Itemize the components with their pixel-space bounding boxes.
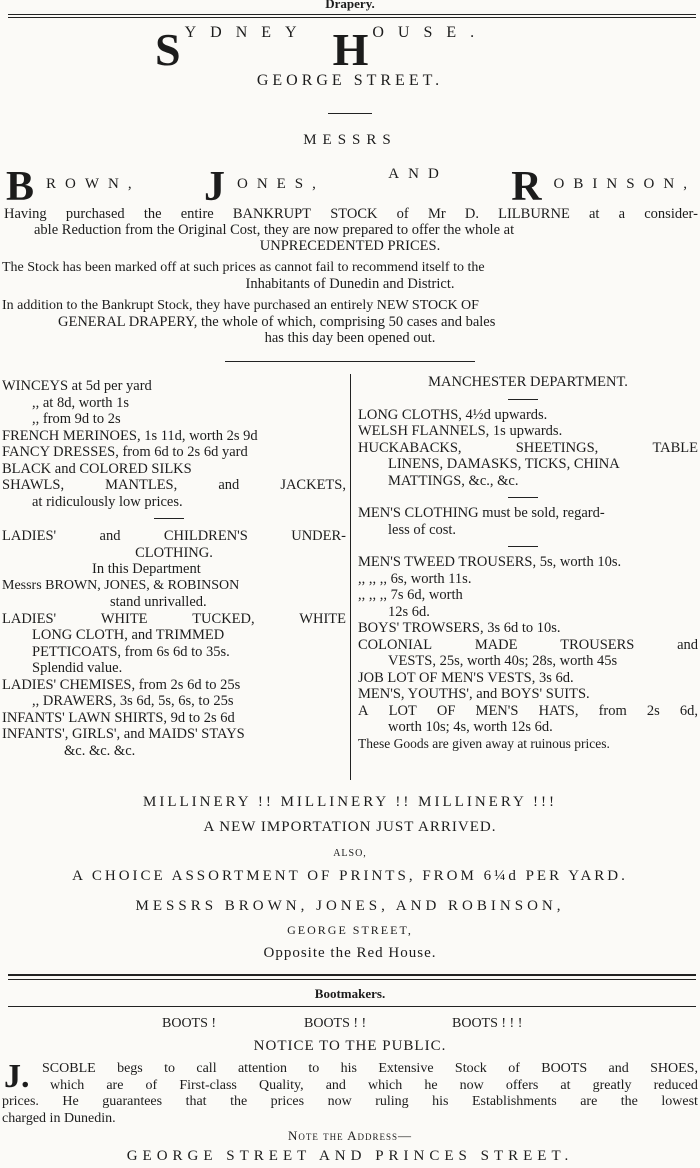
word: the: [230, 1094, 248, 1109]
firm-initial-j: J: [203, 164, 225, 210]
word: greatly: [592, 1077, 632, 1093]
word: JACKETS,: [280, 477, 346, 493]
word: UNDER-: [291, 528, 346, 544]
word: 2s: [646, 702, 660, 719]
firm-name-jones: ONES,: [236, 176, 325, 192]
word: he: [424, 1077, 438, 1093]
bootmakers-section-heading: Bootmakers.: [314, 986, 386, 1001]
word: SHAWLS,: [2, 477, 65, 493]
col-rule: [154, 518, 184, 519]
word: SCOBLE: [42, 1061, 96, 1076]
word: his: [340, 1061, 357, 1076]
short-rule-1: [328, 113, 372, 114]
boots-label-3: BOOTS ! ! !: [452, 1016, 523, 1031]
column-divider: [350, 374, 351, 780]
word: now: [327, 1094, 352, 1109]
wincey-line: FRENCH MERINOES, 1s 11d, worth 2s 9d: [2, 427, 258, 444]
word: begs: [117, 1061, 143, 1076]
importation-line: A NEW IMPORTATION JUST ARRIVED.: [203, 819, 497, 835]
word: TUCKED,: [192, 610, 255, 627]
wincey-line: WINCEYS at 5d per yard: [2, 378, 152, 394]
word: Stock: [454, 1061, 487, 1076]
boots-label-2: BOOTS ! !: [304, 1016, 367, 1031]
body-line: charged in Dunedin.: [2, 1110, 116, 1126]
word: the: [620, 1094, 638, 1109]
intro-line: has this day been opened out.: [264, 330, 436, 346]
word: entire: [180, 206, 214, 222]
word: He: [62, 1094, 79, 1109]
word: Quality,: [258, 1077, 304, 1093]
trouser-line: MEN'S TWEED TROUSERS, 5s, worth 10s.: [358, 554, 622, 570]
closing-firm: MESSRS BROWN, JONES, AND ROBINSON,: [135, 898, 565, 914]
top-rule-2: [8, 17, 696, 18]
cloth-line: MATTINGS, &c., &c.: [388, 472, 519, 489]
word: TABLE: [652, 439, 698, 456]
word: lowest: [661, 1094, 698, 1109]
word: TROUSERS: [560, 636, 635, 653]
word: the: [143, 206, 162, 222]
word: Mr: [427, 206, 446, 222]
word: D.: [464, 206, 479, 222]
word: STOCK: [330, 206, 378, 222]
word: WHITE: [100, 610, 148, 627]
trouser-line: ,, ,, ,, 7s 6d, worth: [358, 587, 463, 603]
word: CHILDREN'S: [163, 528, 248, 544]
section-rule-2: [8, 979, 696, 980]
intro-line: GENERAL DRAPERY, the whole of which, comprising 50 cases and bales: [58, 314, 496, 330]
store-name-part-2: OUSE.: [372, 24, 489, 41]
firm-name-and: AND: [388, 166, 448, 182]
intro-line: able Reduction from the Original Cost, they are now prepared to offer the whole at: [34, 222, 515, 238]
word: and: [218, 477, 240, 493]
wincey-line: ,, at 8d, worth 1s: [32, 394, 130, 411]
left-column: [2, 378, 346, 759]
word: now: [459, 1077, 484, 1093]
word: prices.: [2, 1094, 39, 1109]
firm-initial-b: B: [6, 164, 35, 210]
word: SHEETINGS,: [515, 439, 599, 456]
word: MADE: [474, 636, 518, 653]
boots-label-1: BOOTS !: [162, 1016, 217, 1031]
cloth-line: [358, 440, 698, 457]
drapery-section-heading: Drapery.: [325, 0, 375, 11]
word: reduced: [653, 1077, 698, 1093]
cloth-line: WELSH FLANNELS, 1s upwards.: [358, 423, 563, 439]
intro-line: Inhabitants of Dunedin and District.: [245, 276, 455, 292]
trouser-line: MEN'S, YOUTHS', and BOYS' SUITS.: [358, 686, 590, 702]
item-line: INFANTS', GIRLS', and MAIDS' STAYS: [2, 726, 245, 742]
word: at: [560, 1077, 571, 1093]
firm-initial-r: R: [511, 164, 542, 210]
word: are: [580, 1094, 598, 1109]
word: to: [164, 1061, 175, 1076]
word: LILBURNE: [498, 206, 570, 222]
item-line: PETTICOATS, from 6s 6d to 35s.: [32, 643, 230, 660]
word: to: [308, 1061, 320, 1076]
word: HUCKABACKS,: [358, 439, 462, 456]
intro-paragraph: [2, 206, 698, 346]
cloth-line: LINENS, DAMASKS, TICKS, CHINA: [388, 456, 620, 472]
word: and: [677, 636, 698, 653]
prints-line: A CHOICE ASSORTMENT OF PRINTS, FROM 6¼d PER YARD.: [72, 868, 628, 884]
wincey-line: [2, 477, 346, 494]
word: A: [358, 702, 369, 719]
word: WHITE: [299, 610, 346, 627]
trouser-line: JOB LOT OF MEN'S VESTS, 3s 6d.: [358, 669, 574, 686]
store-initial-s: S: [155, 24, 181, 75]
wincey-line: ,, from 9d to 2s: [32, 411, 121, 427]
trouser-line: VESTS, 25s, worth 40s; 28s, worth 45s: [388, 653, 618, 669]
right-column: [358, 374, 698, 752]
short-rule-2: [225, 361, 475, 362]
word: of: [396, 206, 409, 222]
col-rule: [508, 399, 538, 400]
word: prices: [270, 1094, 305, 1109]
item-line: Splendid value.: [32, 660, 123, 676]
trouser-line: [358, 637, 698, 654]
intro-line: In addition to the Bankrupt Stock, they have purchased an entirely NEW STOCK OF: [2, 298, 479, 313]
trouser-line: These Goods are given away at ruinous prices.: [358, 735, 610, 751]
word: and: [325, 1077, 346, 1093]
intro-line: The Stock has been marked off at such prices as cannot fail to recommend itself to the: [2, 260, 485, 275]
trouser-line: [358, 703, 698, 720]
word: of: [145, 1077, 158, 1093]
word: that: [185, 1094, 207, 1109]
word: call: [196, 1061, 217, 1076]
body-line: [2, 1094, 698, 1111]
millinery-line: MILLINERY !! MILLINERY !! MILLINERY !!!: [142, 794, 558, 810]
word: Having: [4, 206, 47, 222]
item-line: &c. &c. &c.: [64, 742, 136, 759]
word: LADIES': [2, 610, 57, 627]
firm-name-robinson: OBINSON,: [553, 176, 696, 192]
top-rule: [8, 14, 696, 15]
clothing-line: less of cost.: [388, 521, 457, 538]
word: 6d,: [679, 702, 698, 719]
word: of: [508, 1061, 520, 1076]
word: are: [106, 1077, 124, 1093]
store-name: [155, 24, 488, 73]
body-line: [2, 1078, 698, 1095]
word: COLONIAL: [358, 636, 433, 653]
address-line: GEORGE STREET AND PRINCES STREET.: [126, 1148, 574, 1164]
wincey-line: at ridiculously low prices.: [32, 493, 183, 510]
word: offers: [505, 1077, 539, 1093]
word: LADIES': [2, 528, 57, 544]
trouser-line: BOYS' TROWSERS, 3s 6d to 10s.: [358, 620, 561, 636]
clothing-line: MEN'S CLOTHING must be sold, regard-: [358, 505, 605, 521]
notice-line: NOTICE TO THE PUBLIC.: [253, 1038, 447, 1054]
underclothing-heading: CLOTHING.: [135, 544, 213, 561]
word: consider-: [644, 206, 698, 222]
store-name-part-1: YDNEY: [184, 24, 311, 41]
word: BANKRUPT: [232, 206, 312, 222]
underclothing-heading: [2, 528, 346, 545]
trouser-line: ,, ,, ,, 6s, worth 11s.: [358, 570, 472, 587]
word: OF: [436, 702, 456, 719]
manchester-heading: MANCHESTER DEPARTMENT.: [428, 374, 628, 390]
word: at: [588, 206, 600, 222]
trouser-line: worth 10s; 4s, worth 12s 6d.: [388, 719, 553, 735]
col-rule: [508, 546, 538, 547]
word: attention: [237, 1061, 287, 1076]
firm-name: [6, 166, 696, 208]
word: guarantees: [102, 1094, 163, 1109]
section-rule: [8, 974, 696, 976]
word: ruling: [375, 1094, 409, 1109]
bootmakers-body: [2, 1058, 698, 1127]
dept-line: In this Department: [92, 561, 201, 577]
store-street: GEORGE STREET.: [256, 72, 444, 89]
word: First-class: [179, 1077, 237, 1093]
firm-name-brown: ROWN,: [46, 176, 141, 192]
word: HATS,: [538, 702, 579, 719]
closing-street: GEORGE STREET,: [287, 923, 413, 937]
word: which: [50, 1077, 85, 1093]
word: MEN'S: [475, 702, 519, 719]
word: which: [368, 1077, 403, 1093]
bootmakers-rule: [8, 1006, 696, 1007]
intro-line: [2, 206, 698, 222]
word: and: [99, 528, 121, 544]
item-line: LADIES' CHEMISES, from 2s 6d to 25s: [2, 676, 241, 693]
wincey-line: BLACK and COLORED SILKS: [2, 460, 192, 477]
word: LOT: [388, 702, 417, 719]
body-line: [2, 1061, 698, 1078]
note-address: Note the Address—: [287, 1128, 413, 1143]
word: and: [608, 1061, 629, 1076]
word: MANTLES,: [105, 477, 178, 493]
item-line: LONG CLOTH, and TRIMMED: [32, 627, 225, 643]
word: SHOES,: [650, 1061, 698, 1076]
word: his: [432, 1094, 449, 1109]
word: from: [598, 702, 627, 719]
col-rule: [508, 497, 538, 498]
word: Extensive: [378, 1061, 434, 1076]
store-initial-h: H: [332, 24, 369, 75]
item-line: [2, 611, 346, 628]
dept-line: stand unrivalled.: [110, 594, 207, 610]
dept-line: Messrs BROWN, JONES, & ROBINSON: [2, 577, 240, 593]
dropcap-j: J.: [4, 1058, 30, 1095]
intro-line: UNPRECEDENTED PRICES.: [259, 238, 441, 254]
item-line: ,, DRAWERS, 3s 6d, 5s, 6s, to 25s: [32, 693, 234, 709]
also-line: ALSO,: [333, 848, 367, 859]
trouser-line: 12s 6d.: [388, 603, 430, 620]
opposite-line: Opposite the Red House.: [263, 945, 437, 961]
messrs-label: MESSRS: [303, 132, 397, 148]
item-line: INFANTS' LAWN SHIRTS, 9d to 2s 6d: [2, 709, 235, 726]
word: purchased: [65, 206, 125, 222]
word: Establishments: [471, 1094, 557, 1109]
cloth-line: LONG CLOTHS, 4½d upwards.: [358, 406, 548, 423]
wincey-line: FANCY DRESSES, from 6d to 2s 6d yard: [2, 444, 248, 460]
word: BOOTS: [541, 1061, 588, 1076]
word: a: [618, 206, 626, 222]
